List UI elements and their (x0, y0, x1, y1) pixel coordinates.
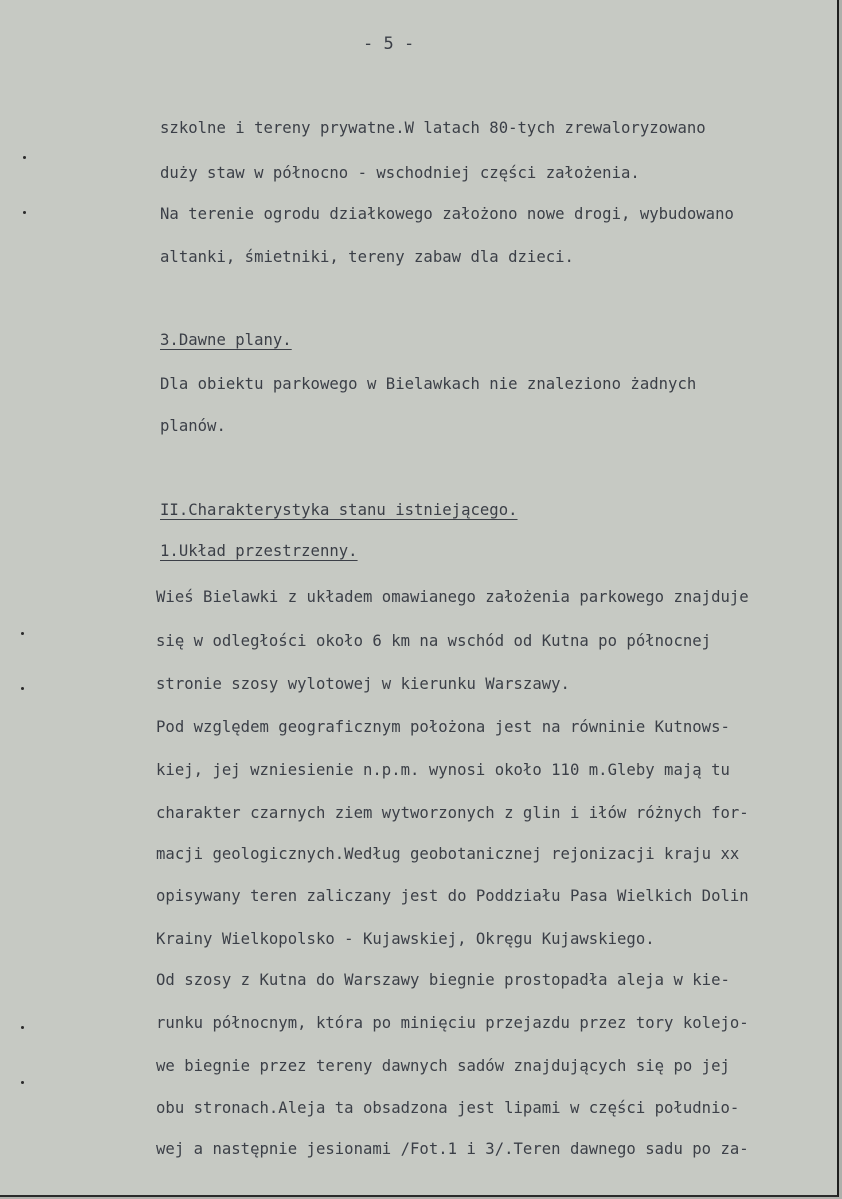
text-line: Krainy Wielkopolsko - Kujawskiej, Okręgu Kujawskiego. (156, 930, 655, 948)
margin-mark (21, 1026, 24, 1029)
text-line: się w odległości około 6 km na wschód od Kutna po północnej (156, 632, 712, 650)
text-line: stronie szosy wylotowej w kierunku Warszawy. (156, 675, 570, 693)
chapter-heading: II.Charakterystyka stanu istniejącego. (160, 501, 518, 519)
text-line: kiej, jej wzniesienie n.p.m. wynosi około 110 m.Gleby mają tu (156, 761, 730, 779)
text-line: runku północnym, która po minięciu przejazdu przez tory kolejo- (156, 1014, 749, 1032)
page-number: - 5 - (363, 34, 415, 54)
margin-mark (21, 687, 24, 690)
text-line: altanki, śmietniki, tereny zabaw dla dzieci. (160, 248, 574, 266)
margin-mark (21, 1081, 24, 1084)
text-line: planów. (160, 417, 226, 435)
text-line: wej a następnie jesionami /Fot.1 i 3/.Teren dawnego sadu po za- (156, 1140, 749, 1158)
section-heading: 3.Dawne plany. (160, 331, 292, 349)
subsection-heading: 1.Układ przestrzenny. (160, 542, 358, 560)
margin-mark (23, 156, 26, 159)
text-line: Od szosy z Kutna do Warszawy biegnie prostopadła aleja w kie- (156, 971, 730, 989)
text-line: Dla obiektu parkowego w Bielawkach nie znaleziono żadnych (160, 375, 697, 393)
text-line: Na terenie ogrodu działkowego założono nowe drogi, wybudowano (160, 205, 734, 223)
text-line: duży staw w północno - wschodniej części założenia. (160, 164, 640, 182)
text-line: macji geologicznych.Według geobotanicznej rejonizacji kraju xx (156, 845, 740, 863)
text-line: we biegnie przez tereny dawnych sadów znajdujących się po jej (156, 1057, 730, 1075)
text-line: obu stronach.Aleja ta obsadzona jest lipami w części południo- (156, 1099, 740, 1117)
text-line: szkolne i tereny prywatne.W latach 80-tych zrewaloryzowano (160, 119, 706, 137)
margin-mark (21, 632, 24, 635)
text-line: opisywany teren zaliczany jest do Poddziału Pasa Wielkich Dolin (156, 887, 749, 905)
text-line: charakter czarnych ziem wytworzonych z glin i iłów różnych for- (156, 804, 749, 822)
text-line: Wieś Bielawki z układem omawianego założenia parkowego znajduje (156, 588, 749, 606)
text-line: Pod względem geograficznym położona jest na równinie Kutnows- (156, 718, 730, 736)
margin-mark (23, 211, 26, 214)
